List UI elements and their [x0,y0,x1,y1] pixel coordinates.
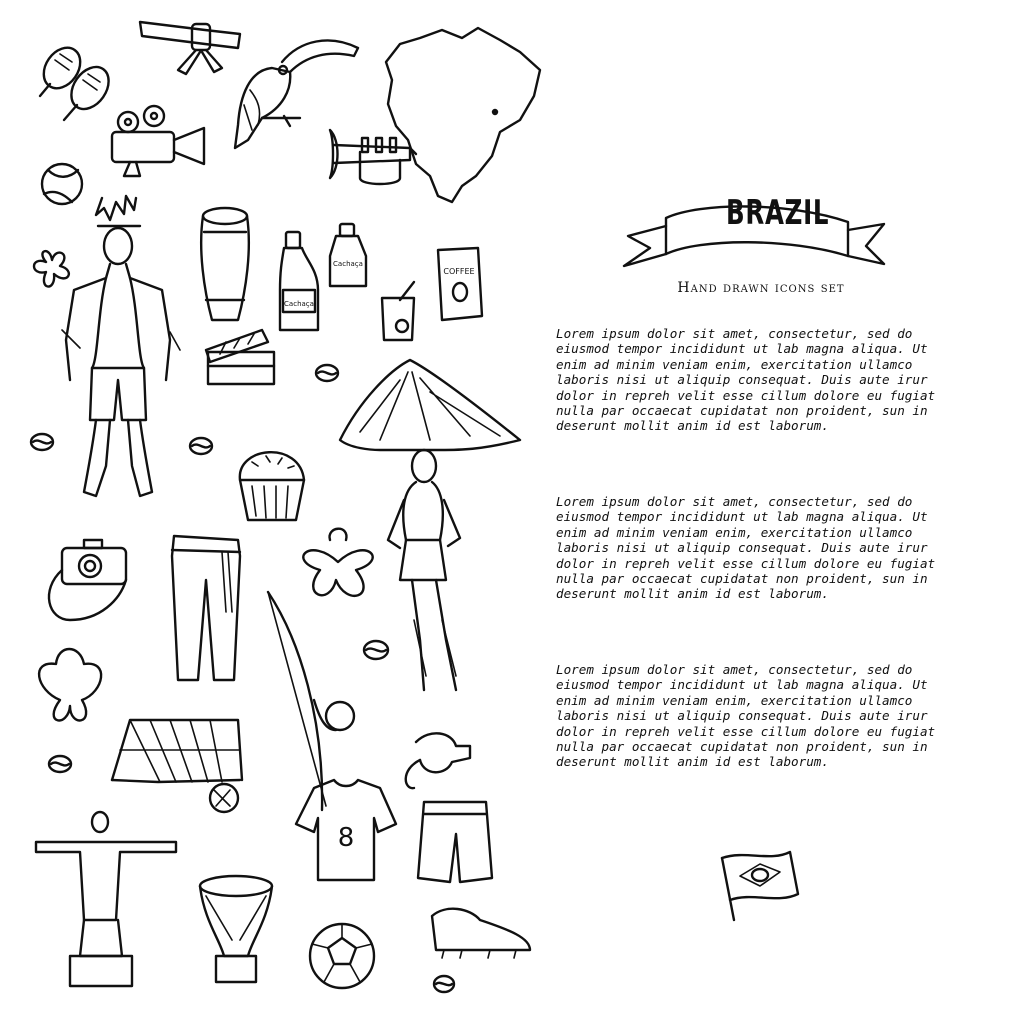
cachaca-bottle-icon [330,224,366,286]
brigadeiro-icon [240,452,304,520]
coffee-bean-icon [31,365,454,992]
orchid-icon [39,529,373,721]
football-boot-icon [432,909,530,958]
ball-icon [210,784,238,812]
carnival-dancer-icon [340,360,520,690]
toucan-icon [235,40,358,148]
atabaque-drum-icon [200,876,272,982]
body-paragraph: Lorem ipsum dolor sit amet, consectetur, sed do eiusmod tempor incididunt ut lab magna aliqua. Ut enim ad minim veniam enim, exercitation ullamco laboris nisi ut aliquip consequat. Duis aute irur dolor in repreh velit esse cillum dolore eu fugiat nulla par occaecat cupidatat non proident, sun in deserunt mollit anim id est laborum. [556,326,936,434]
coffee-bag-icon [438,248,482,320]
film-camera-icon [112,106,204,176]
clapperboard-icon [206,330,274,384]
brazil-flag-icon [722,852,798,920]
page-subtitle: Hand drawn icons set [677,280,845,296]
football-icon [310,924,374,988]
bottle-label: Cachaça [284,300,314,308]
football-goal-icon [112,720,242,782]
body-paragraph: Lorem ipsum dolor sit amet, consectetur, sed do eiusmod tempor incididunt ut lab magna aliqua. Ut enim ad minim veniam enim, exercitation ullamco laboris nisi ut aliquip consequat. Duis aute irur dolor in repreh velit esse cillum dolore eu fugiat nulla par occaecat cupidatat non proident, sun in deserunt mollit anim id est laborum. [556,662,936,770]
whistle-icon [406,733,470,788]
brazil-map-icon [386,28,540,202]
conga-drum-icon [201,208,249,320]
trumpet-icon [330,130,416,184]
berimbau-icon [268,592,354,810]
jersey-number: 8 [337,823,355,853]
ball-icon [42,164,82,204]
coffee-bag-label: COFFEE [443,267,475,276]
caipirinha-glass-icon [382,282,414,340]
capoeira-belt-icon [140,22,240,74]
maracas-icon [36,41,116,120]
photo-camera-icon [49,540,126,620]
bottle-label: Cachaça [333,260,363,268]
football-jersey-icon [296,780,396,880]
orchid-icon [34,251,69,286]
shorts-icon [418,802,492,882]
indigenous-man-icon [62,196,180,496]
page-title: BRAZIL [726,193,830,233]
cachaca-bottle-icon [280,232,318,330]
capoeira-pants-icon [172,536,240,680]
body-paragraph: Lorem ipsum dolor sit amet, consectetur, sed do eiusmod tempor incididunt ut lab magna aliqua. Ut enim ad minim veniam enim, exercitation ullamco laboris nisi ut aliquip consequat. Duis aute irur dolor in repreh velit esse cillum dolore eu fugiat nulla par occaecat cupidatat non proident, sun in deserunt mollit anim id est laborum. [556,494,936,602]
christ-redeemer-icon [36,812,176,986]
